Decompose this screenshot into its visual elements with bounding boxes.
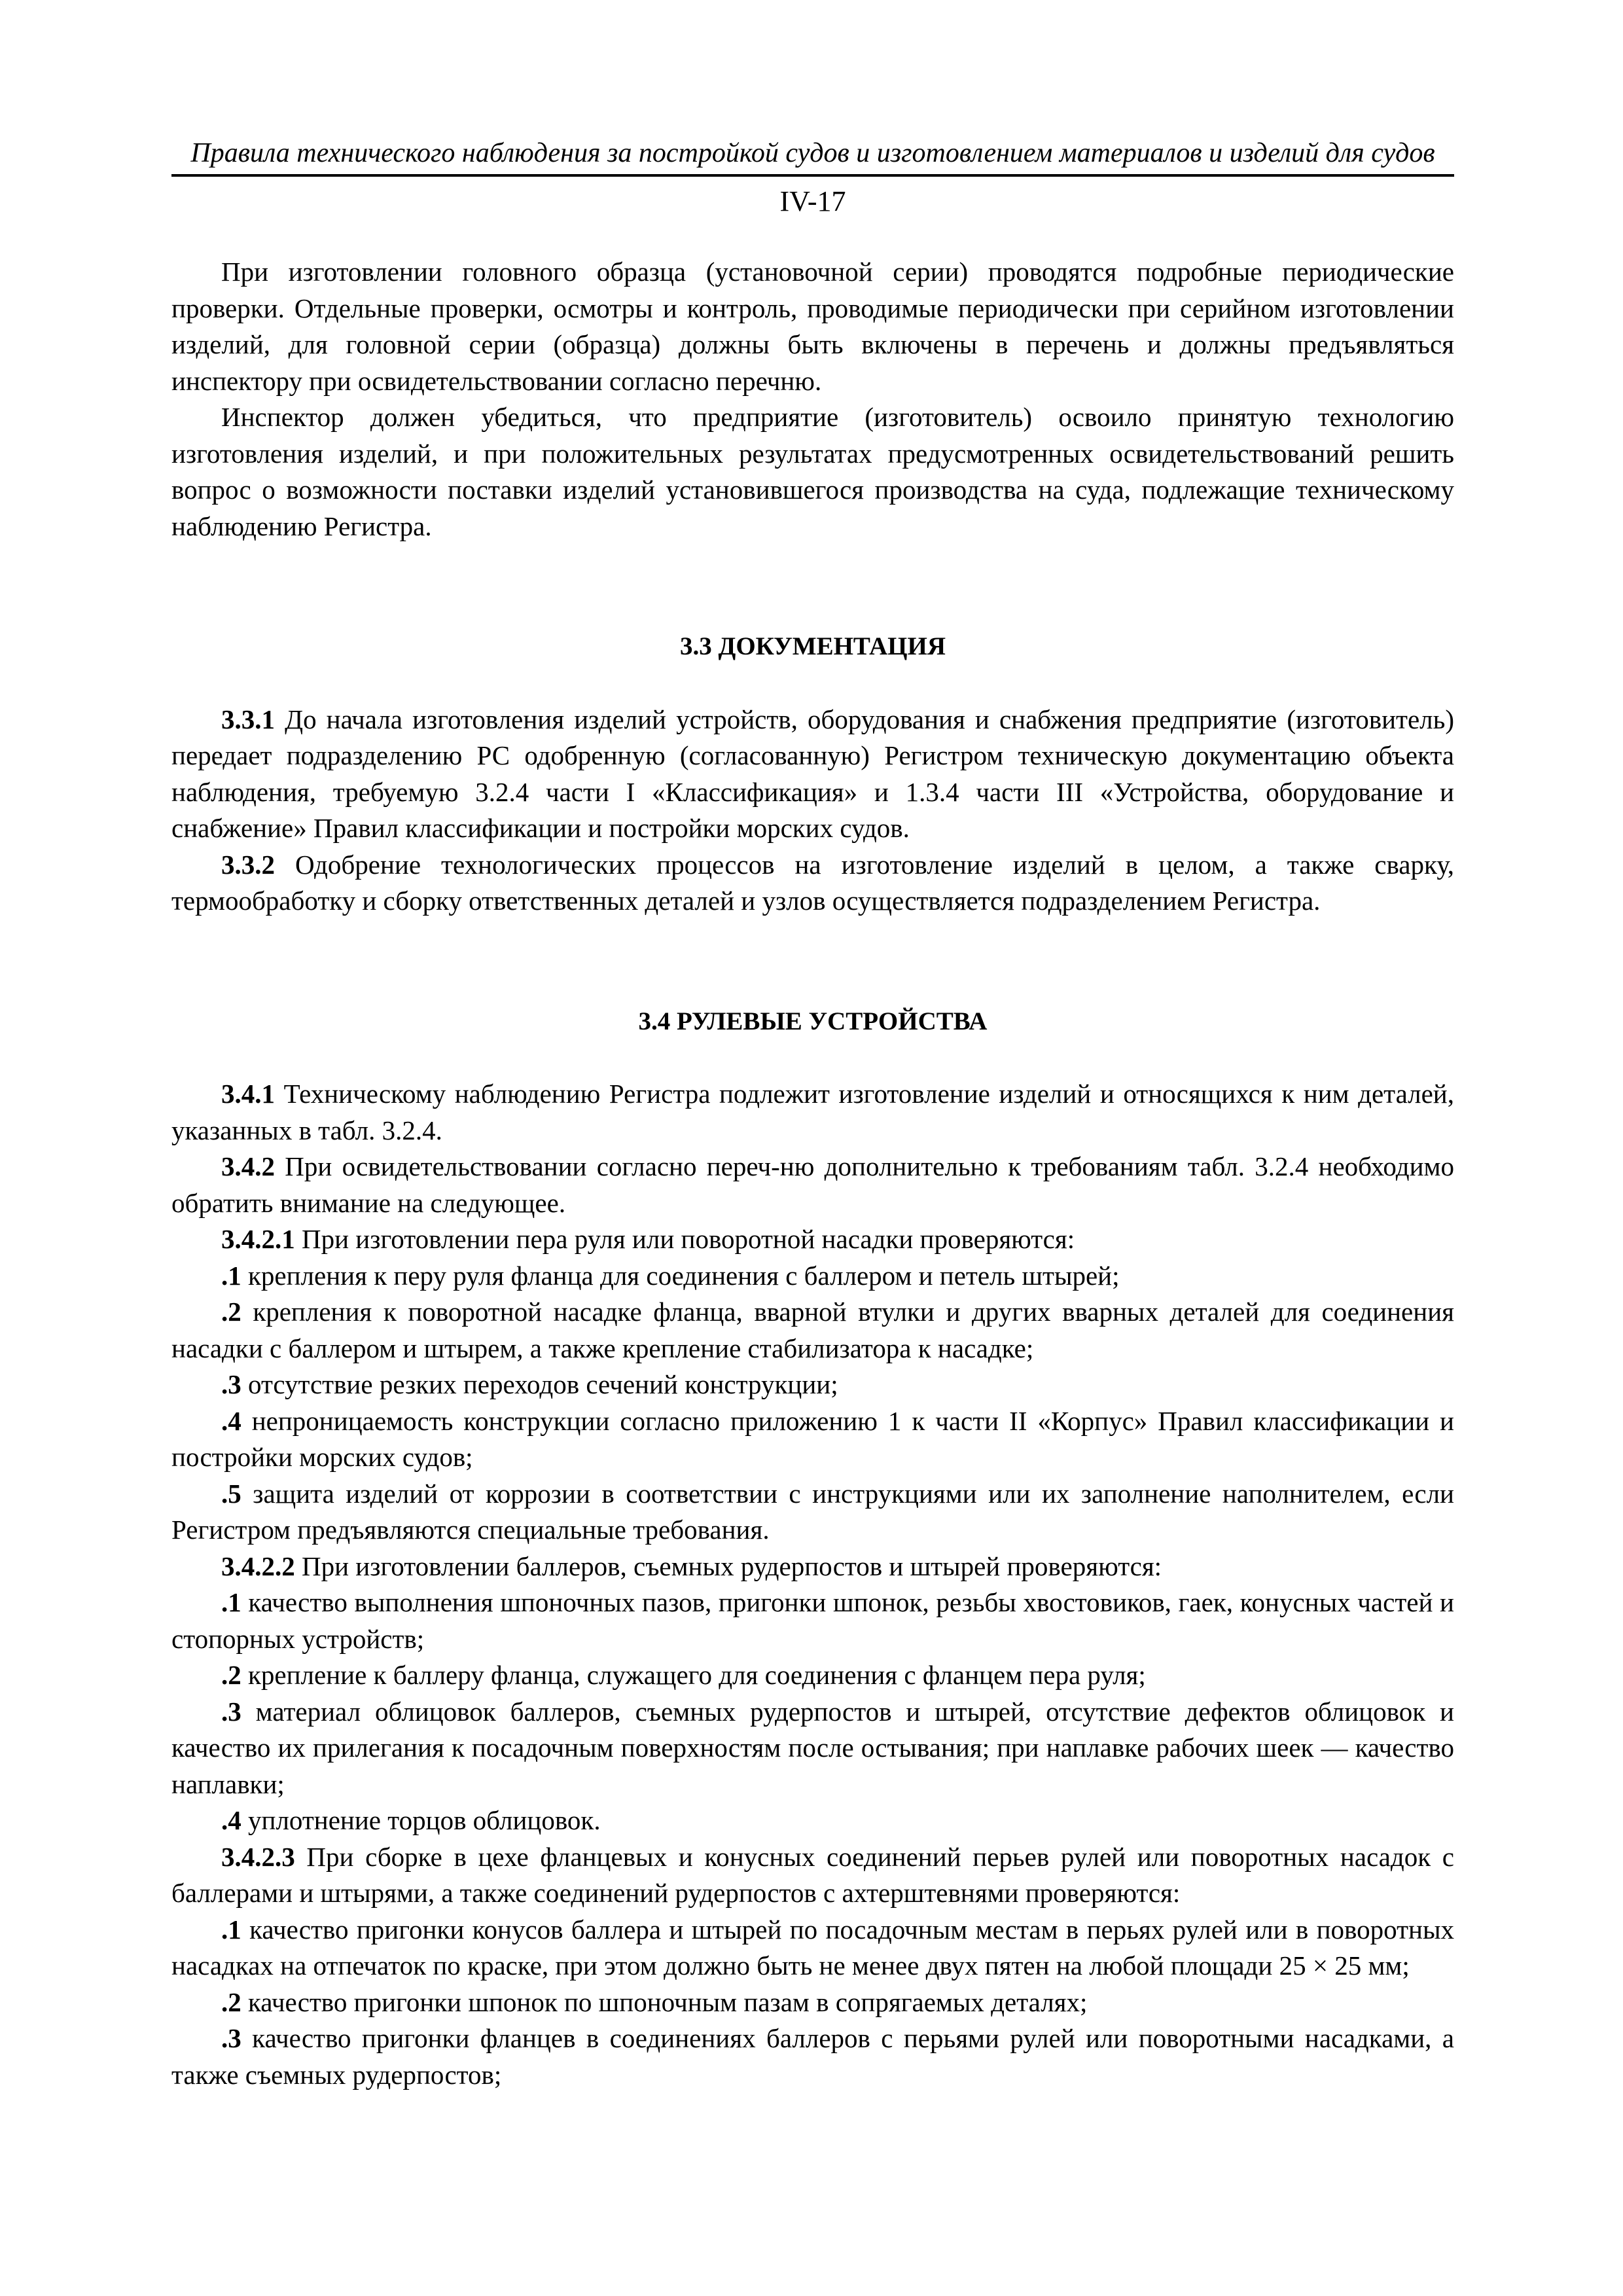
clause-text: При изготовлении пера руля или поворотной насадки проверяются: bbox=[294, 1224, 1075, 1254]
item-number: .4 bbox=[221, 1805, 241, 1835]
clause-text: При сборке в цехе фланцевых и конусных соединений перьев рулей или поворотных насадок с баллерами и штырями, а также соединений рудерпостов с ахтерштевнями проверяются: bbox=[171, 1841, 1454, 1908]
list-item bbox=[171, 1258, 1454, 1295]
item-number: .5 bbox=[221, 1478, 241, 1509]
item-number: .1 bbox=[221, 1260, 241, 1291]
item-number: .3 bbox=[221, 1696, 241, 1727]
clause-3-3-1 bbox=[171, 702, 1454, 847]
list-item bbox=[171, 1657, 1454, 1694]
item-text: крепления к перу руля фланца для соединения с баллером и петель штырей; bbox=[241, 1260, 1120, 1291]
list-item bbox=[171, 1803, 1454, 1839]
list-item bbox=[171, 1294, 1454, 1367]
clause-text: Одобрение технологических процессов на изготовление изделий в целом, а также сварку, термообработку и сборку ответственных деталей и узлов осуществляется подразделением Регистра. bbox=[171, 849, 1454, 916]
item-number: .1 bbox=[221, 1914, 241, 1945]
item-number: .3 bbox=[221, 2023, 241, 2053]
clause-number: 3.4.2.3 bbox=[221, 1841, 295, 1872]
body-text bbox=[171, 254, 1454, 2093]
item-text: материал облицовок баллеров, съемных рудерпостов и штырей, отсутствие дефектов облицовок и качество их прилегания к посадочным поверхностям после остывания; при наплавке рабочих шеек — качество наплавки; bbox=[171, 1696, 1454, 1799]
item-text: качество выполнения шпоночных пазов, пригонки шпонок, резьбы хвостовиков, гаек, конусных частей и стопорных устройств; bbox=[171, 1587, 1454, 1654]
item-number: .4 bbox=[221, 1405, 241, 1436]
clause-3-3-2 bbox=[171, 847, 1454, 920]
list-item bbox=[171, 1984, 1454, 2021]
section-heading-3-3: 3.3 ДОКУМЕНТАЦИЯ bbox=[679, 632, 946, 660]
clause-text: При изготовлении баллеров, съемных рудерпостов и штырей проверяются: bbox=[294, 1551, 1162, 1581]
item-text: качество пригонки фланцев в соединениях баллеров с перьями рулей или поворотными насадками, а также съемных рудерпостов; bbox=[171, 2023, 1454, 2090]
clause-number: 3.3.2 bbox=[221, 849, 275, 880]
page-number: IV-17 bbox=[779, 185, 846, 217]
clause-3-4-1 bbox=[171, 1076, 1454, 1149]
running-title: Правила технического наблюдения за постройкой судов и изготовлением материалов и изделий для судов bbox=[190, 138, 1435, 168]
clause-text: До начала изготовления изделий устройств, оборудования и снабжения предприятие (изготовитель) передает подразделению РС одобренную (согласованную) Регистром техническую документацию объекта наблюдения, требуемую 3.2.4 части I «Классификация» и 1.3.4 части III «Устройства, оборудование и снабжение» Правил классификации и постройки морских судов. bbox=[171, 704, 1454, 843]
clause-number: 3.3.1 bbox=[221, 704, 275, 734]
list-item bbox=[171, 2020, 1454, 2093]
item-text: защита изделий от коррозии в соответствии с инструкциями или их заполнение наполнителем, если Регистром предъявляются специальные требования. bbox=[171, 1478, 1454, 1545]
item-text: качество пригонки шпонок по шпоночным пазам в сопрягаемых деталях; bbox=[241, 1986, 1088, 2017]
item-number: .2 bbox=[221, 1660, 241, 1690]
clause-number: 3.4.2 bbox=[221, 1151, 275, 1181]
list-item bbox=[171, 1585, 1454, 1657]
item-number: .1 bbox=[221, 1587, 241, 1617]
section-heading-3-4: 3.4 РУЛЕВЫЕ УСТРОЙСТВА bbox=[638, 1007, 988, 1035]
intro-paragraph: При изготовлении головного образца (установочной серии) проводятся подробные периодические проверки. Отдельные проверки, осмотры и контроль, проводимые периодически при серийном изготовлении изделий, для головной серии (образца) должны быть включены в перечень и должны предъявляться инспектору при освидетельствовании согласно перечню. bbox=[171, 257, 1454, 396]
list-item bbox=[171, 1367, 1454, 1403]
clause-text: При освидетельствовании согласно переч-ню дополнительно к требованиям табл. 3.2.4 необходимо обратить внимание на следующее. bbox=[171, 1151, 1454, 1218]
clause-number: 3.4.1 bbox=[221, 1079, 275, 1109]
clause-3-4-2-2 bbox=[171, 1549, 1454, 1585]
header-rule bbox=[171, 174, 1454, 177]
clause-text: Техническому наблюдению Регистра подлежит изготовление изделий и относящихся к ним деталей, указанных в табл. 3.2.4. bbox=[171, 1079, 1454, 1145]
intro-paragraph: Инспектор должен убедиться, что предприятие (изготовитель) освоило принятую технологию изготовления изделий, и при положительных результатах предусмотренных освидетельствований решить вопрос о возможности поставки изделий установившегося производства на суда, подлежащие техническому наблюдению Регистра. bbox=[171, 402, 1454, 541]
item-text: крепления к поворотной насадке фланца, вварной втулки и других вварных деталей для соединения насадки с баллером и штырем, а также крепление стабилизатора к насадке; bbox=[171, 1297, 1454, 1363]
clause-number: 3.4.2.1 bbox=[221, 1224, 295, 1254]
item-text: непроницаемость конструкции согласно приложению 1 к части II «Корпус» Правил классификации и постройки морских судов; bbox=[171, 1405, 1454, 1472]
clause-3-4-2-1 bbox=[171, 1221, 1454, 1258]
item-number: .2 bbox=[221, 1297, 241, 1327]
item-text: крепление к баллеру фланца, служащего для соединения с фланцем пера руля; bbox=[241, 1660, 1146, 1690]
item-text: отсутствие резких переходов сечений конструкции; bbox=[241, 1369, 838, 1399]
clause-3-4-2 bbox=[171, 1149, 1454, 1221]
list-item bbox=[171, 1694, 1454, 1803]
clause-number: 3.4.2.2 bbox=[221, 1551, 295, 1581]
item-text: качество пригонки конусов баллера и штырей по посадочным местам в перьях рулей или в поворотных насадках на отпечаток по краске, при этом должно быть не менее двух пятен на любой площади 25 × 25 мм; bbox=[171, 1914, 1454, 1981]
item-number: .2 bbox=[221, 1986, 241, 2017]
clause-3-4-2-3 bbox=[171, 1839, 1454, 1912]
list-item bbox=[171, 1403, 1454, 1476]
list-item bbox=[171, 1912, 1454, 1984]
list-item bbox=[171, 1476, 1454, 1549]
item-text: уплотнение торцов облицовок. bbox=[241, 1805, 601, 1835]
item-number: .3 bbox=[221, 1369, 241, 1399]
